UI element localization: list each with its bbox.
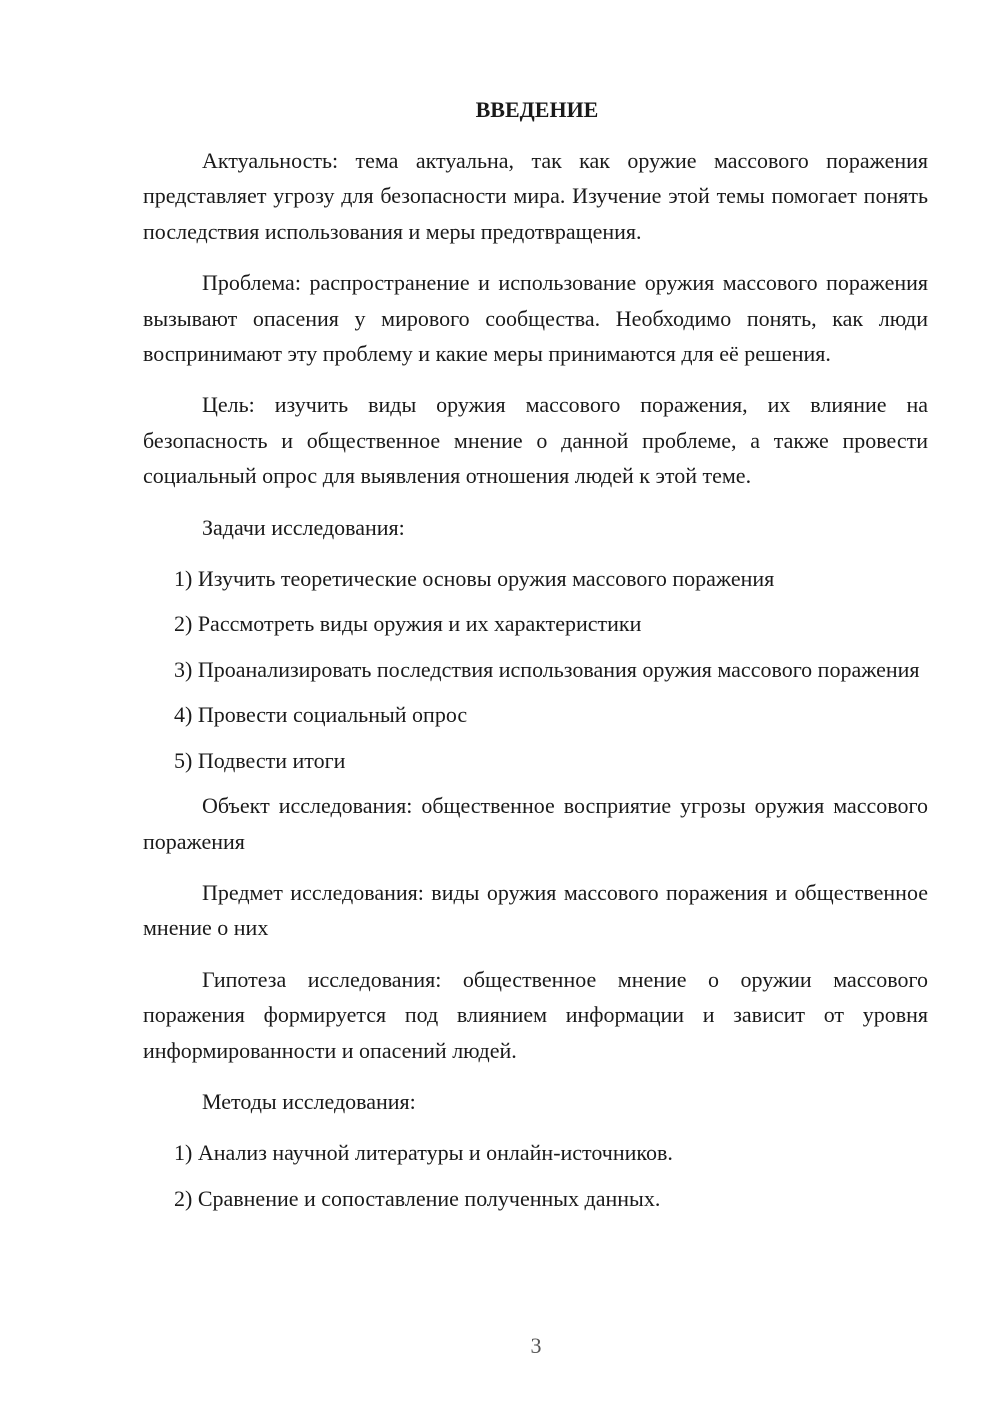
paragraph-object: Объект исследования: общественное восприятие угрозы оружия массового поражения xyxy=(143,793,928,854)
method-item: 2) Сравнение и сопоставление полученных данных. xyxy=(174,1185,661,1211)
paragraph-goal: Цель: изучить виды оружия массового поражения, их влияние на безопасность и общественное мнение о данной проблеме, а также провести социальный опрос для выявления отношения людей к этой теме. xyxy=(143,392,928,489)
paragraph-relevance: Актуальность: тема актуальна, так как оружие массового поражения представляет угрозу для безопасности мира. Изучение этой темы помогает понять последствия использования и меры предотвращения. xyxy=(143,148,928,244)
task-item: 3) Проанализировать последствия использования оружия массового поражения xyxy=(174,656,920,682)
paragraph-problem: Проблема: распространение и использование оружия массового поражения вызывают опасения у мирового сообщества. Необходимо понять, как люди воспринимают эту проблему и какие меры принимаются для её решения. xyxy=(143,270,928,367)
paragraph-methods-heading: Методы исследования: xyxy=(202,1088,416,1114)
task-item: 2) Рассмотреть виды оружия и их характеристики xyxy=(174,611,642,637)
paragraph-hypothesis: Гипотеза исследования: общественное мнение о оружии массового поражения формируется под влиянием информации и зависит от уровня информированности и опасений людей. xyxy=(143,966,928,1063)
page-number: 3 xyxy=(530,1333,542,1358)
paragraph-subject: Предмет исследования: виды оружия массового поражения и общественное мнение о них xyxy=(143,879,928,941)
page-content xyxy=(143,92,928,1226)
task-item: 4) Провести социальный опрос xyxy=(174,702,468,728)
paragraph-tasks-heading: Задачи исследования: xyxy=(202,514,405,540)
task-item: 5) Подвести итоги xyxy=(174,747,346,773)
page-title: ВВЕДЕНИЕ xyxy=(475,97,599,122)
task-item: 1) Изучить теоретические основы оружия массового поражения xyxy=(174,566,775,592)
method-item: 1) Анализ научной литературы и онлайн-источников. xyxy=(174,1140,673,1166)
